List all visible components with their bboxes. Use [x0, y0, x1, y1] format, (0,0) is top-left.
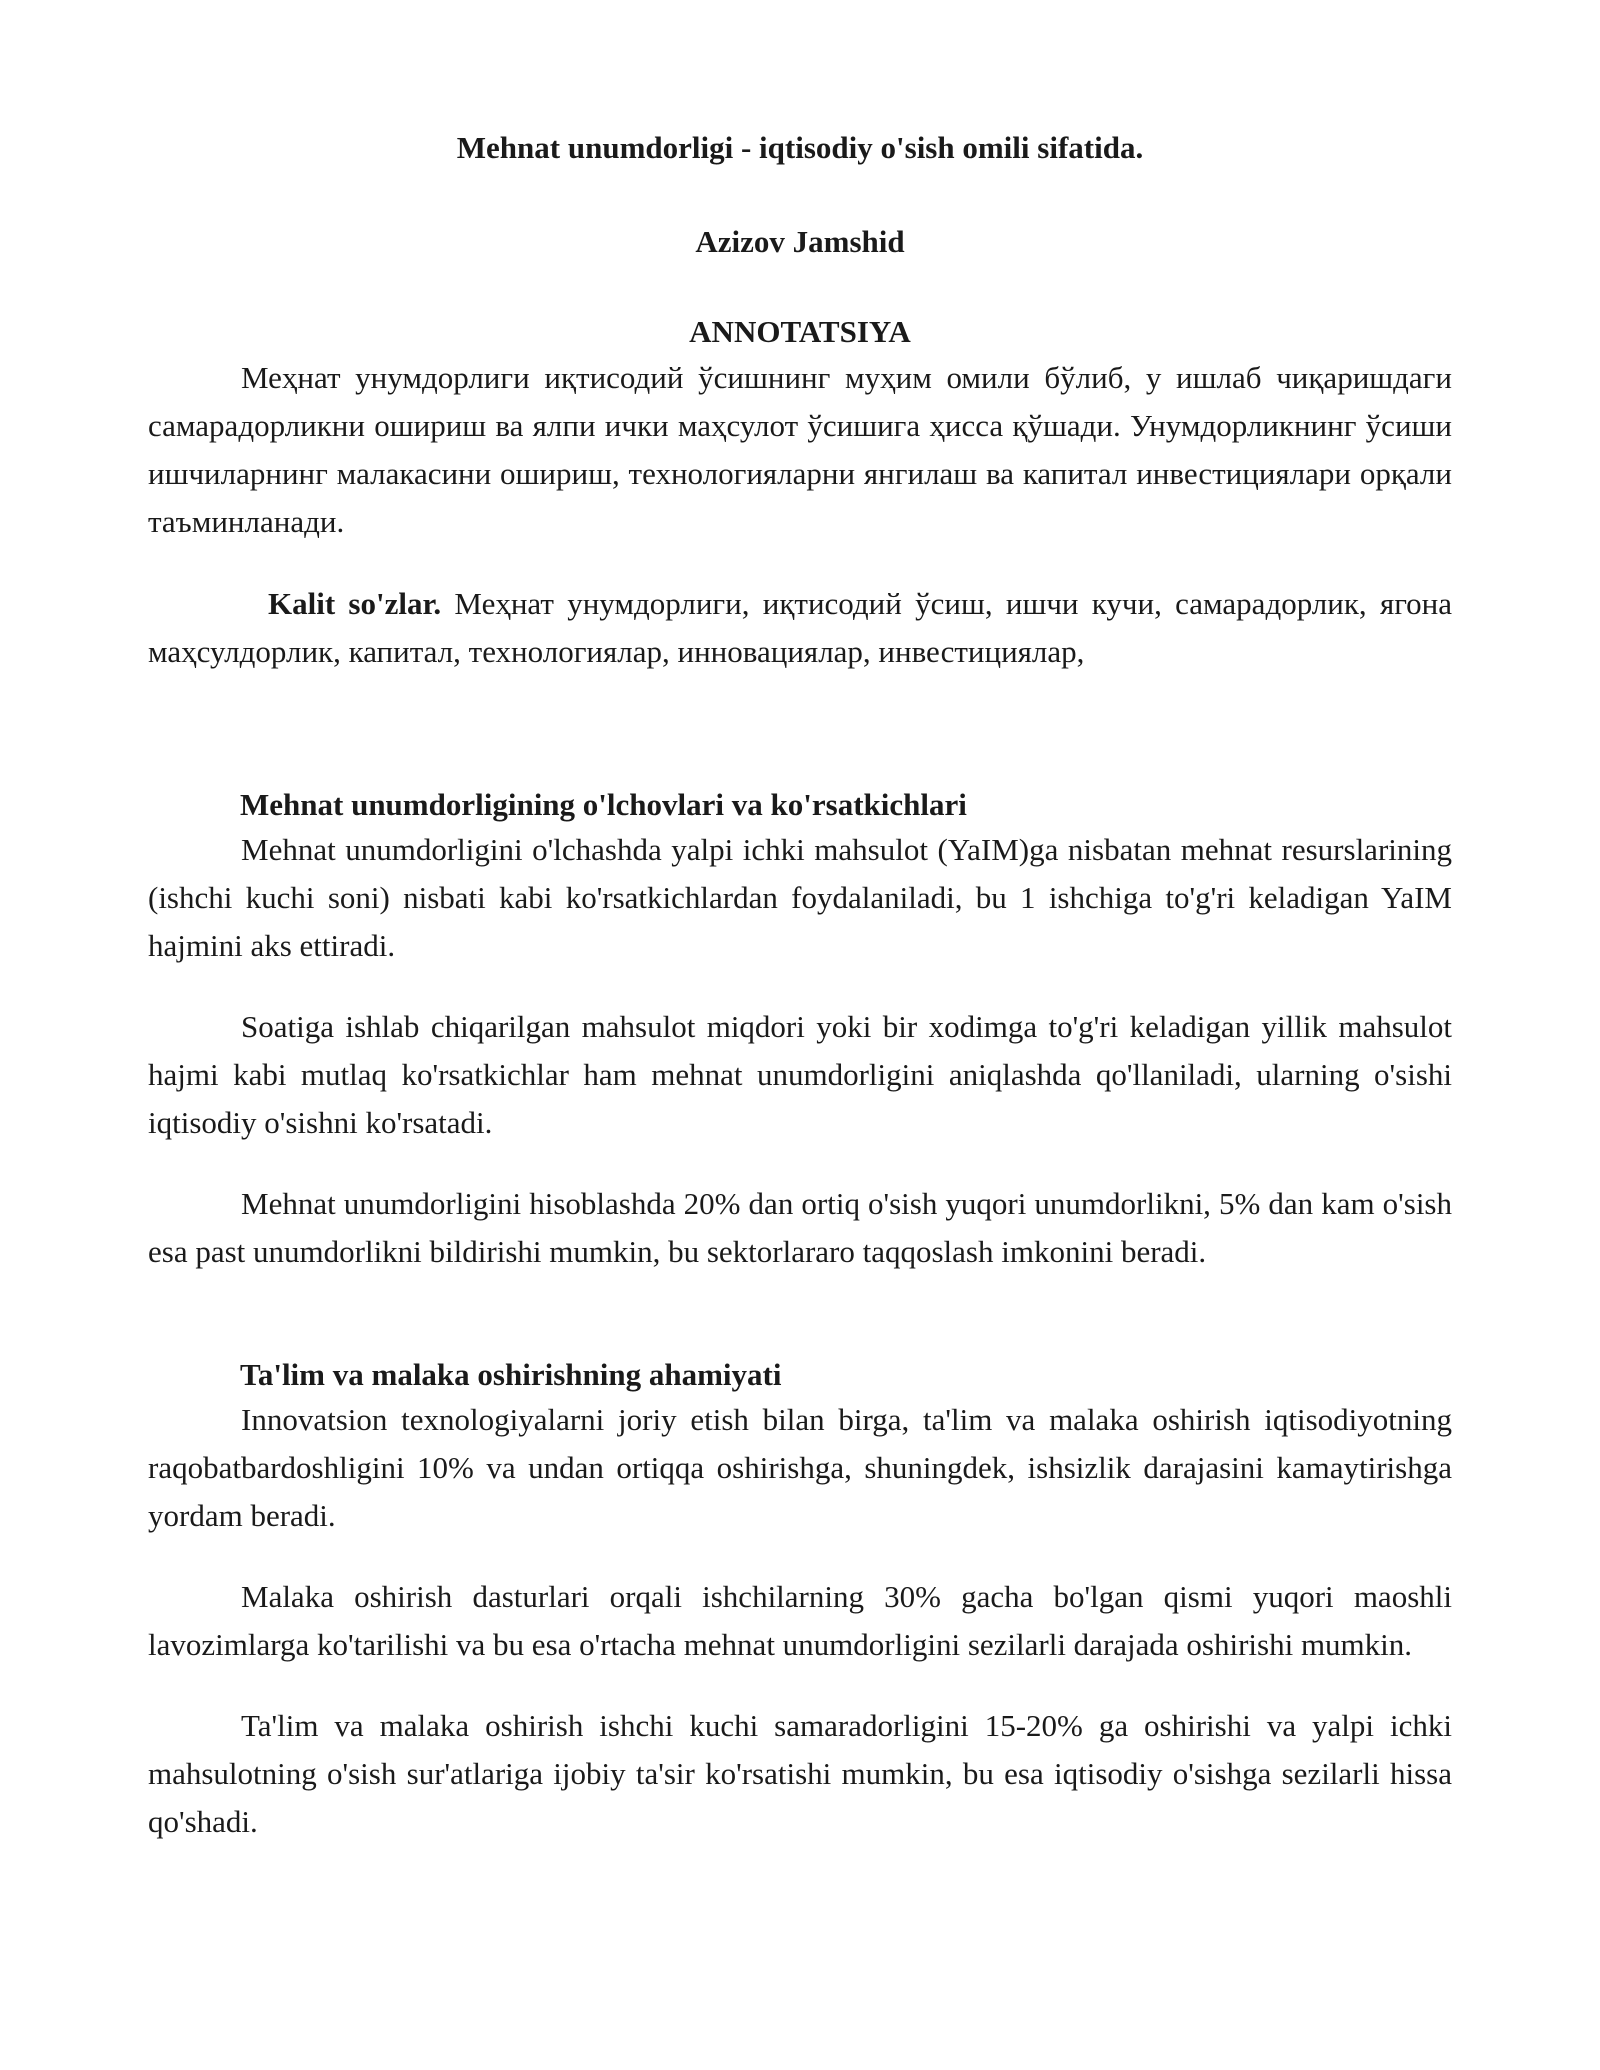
section1-paragraph-3: Mehnat unumdorligini hisoblashda 20% dan ortiq o'sish yuqori unumdorlikni, 5% dan kam o'sish esa past unumdorlikni bildirishi mumkin, bu sektorlararo taqqoslash imkonini beradi.	[148, 1186, 1452, 1269]
document-page	[148, 128, 1452, 1846]
author-name: Azizov Jamshid	[695, 224, 905, 259]
section1-paragraph-2: Soatiga ishlab chiqarilgan mahsulot miqdori yoki bir xodimga to'g'ri keladigan yillik mahsulot hajmi kabi mutlaq ko'rsatkichlar ham mehnat unumdorligini aniqlashda qo'llaniladi, ularning o'sishi iqtisodiy o'sishni ko'rsatadi.	[148, 1009, 1452, 1140]
keywords-text: Меҳнат унумдорлиги, иқтисодий ўсиш, ишчи кучи, самарадорлик, ягона маҳсулдорлик, капитал, технологиялар, инновациялар, инвестициялар,	[148, 586, 1452, 669]
keywords-label: Kalit so'zlar.	[268, 586, 442, 621]
annotation-paragraph: Меҳнат унумдорлиги иқтисодий ўсишнинг муҳим омили бўлиб, у ишлаб чиқаришдаги самарадорликни ошириш ва ялпи ички маҳсулот ўсишига ҳисса қўшади. Унумдорликнинг ўсиши ишчиларнинг малакасини ошириш, технологияларни янгилаш ва капитал инвестициялари орқали таъминланади.	[148, 360, 1452, 539]
annotation-heading: ANNOTATSIYA	[689, 314, 911, 349]
section2-paragraph-3: Ta'lim va malaka oshirish ishchi kuchi samaradorligini 15-20% ga oshirishi va yalpi ichki mahsulotning o'sish sur'atlariga ijobiy ta'sir ko'rsatishi mumkin, bu esa iqtisodiy o'sishga sezilarli hissa qo'shadi.	[148, 1708, 1452, 1839]
section2-paragraph-2: Malaka oshirish dasturlari orqali ishchilarning 30% gacha bo'lgan qismi yuqori maoshli lavozimlarga ko'tarilishi va bu esa o'rtacha mehnat unumdorligini sezilarli darajada oshirishi mumkin.	[148, 1579, 1452, 1662]
section1-paragraph-1: Mehnat unumdorligini o'lchashda yalpi ichki mahsulot (YaIM)ga nisbatan mehnat resurslarining (ishchi kuchi soni) nisbati kabi ko'rsatkichlardan foydalaniladi, bu 1 ishchiga to'g'ri keladigan YaIM hajmini aks ettiradi.	[148, 832, 1452, 963]
document-title: Mehnat unumdorligi - iqtisodiy o'sish omili sifatida.	[456, 130, 1144, 165]
section2-paragraph-1: Innovatsion texnologiyalarni joriy etish bilan birga, ta'lim va malaka oshirish iqtisodiyotning raqobatbardoshligini 10% va undan ortiqqa oshirishga, shuningdek, ishsizlik darajasini kamaytirishga yordam beradi.	[148, 1402, 1452, 1533]
section-heading-measures: Mehnat unumdorligining o'lchovlari va ko'rsatkichlari	[240, 787, 967, 822]
section-heading-education: Ta'lim va malaka oshirishning ahamiyati	[240, 1357, 782, 1392]
keywords-paragraph	[148, 580, 1452, 676]
